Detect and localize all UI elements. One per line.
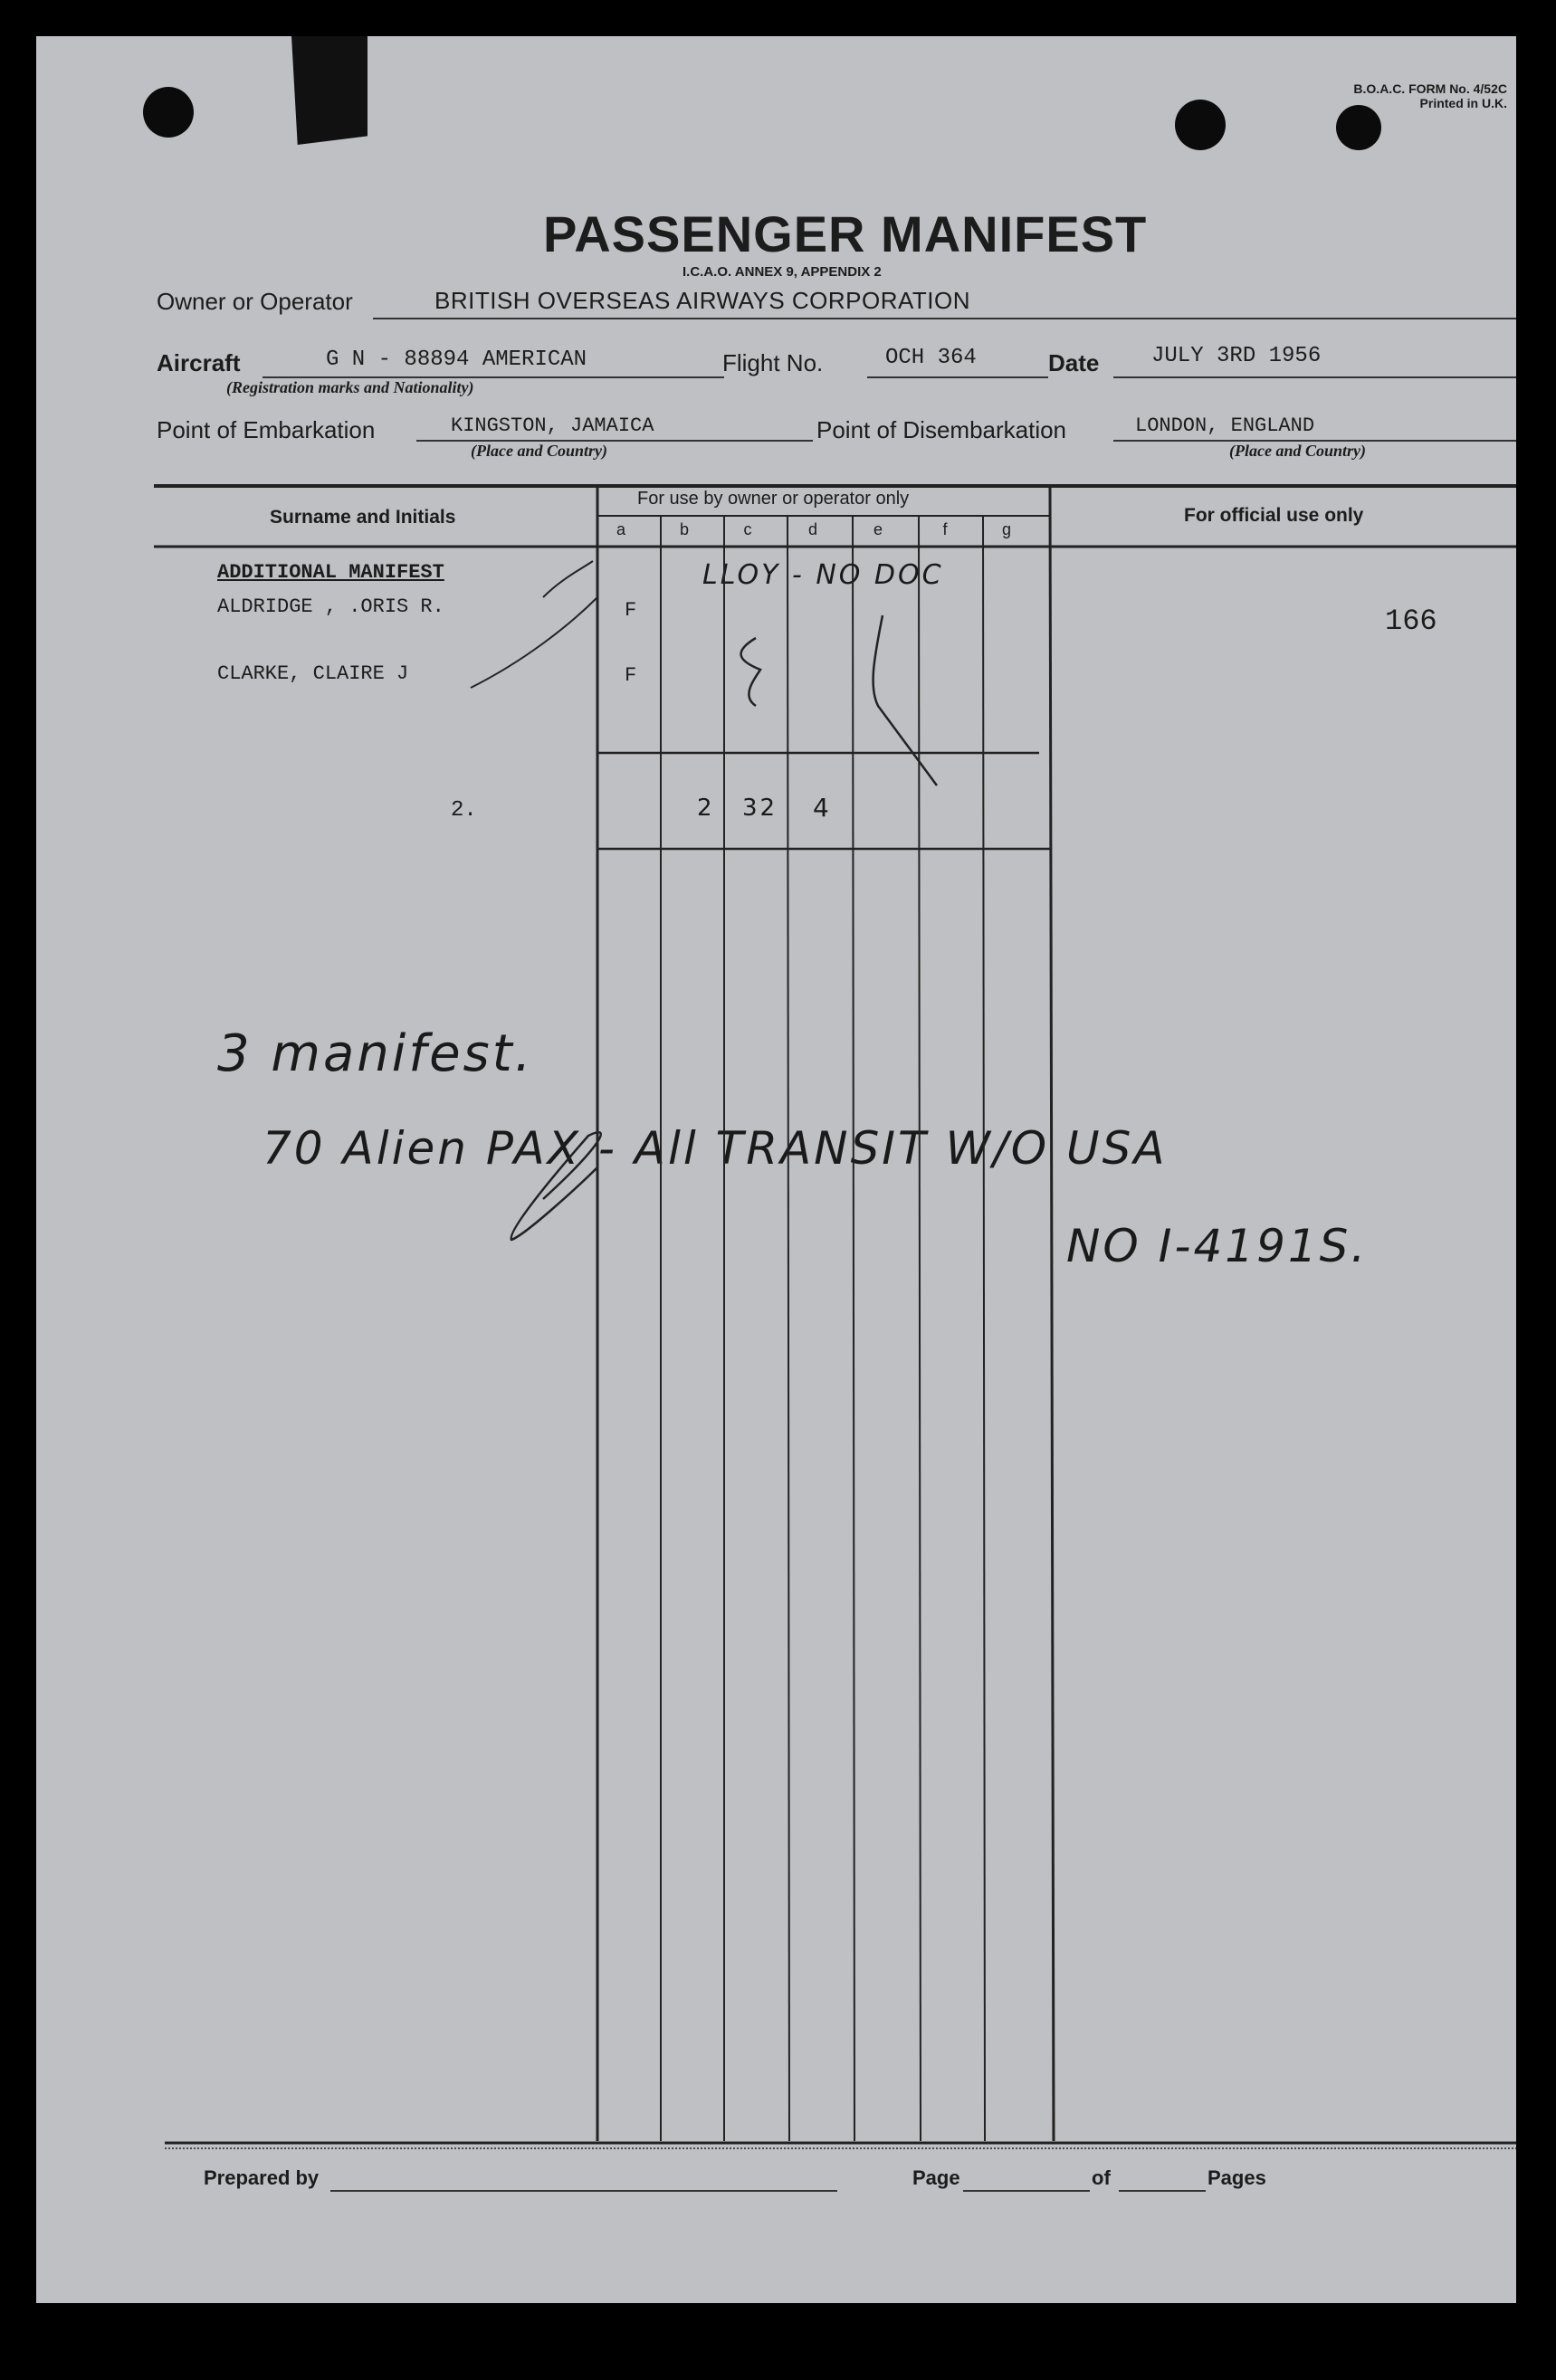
handwritten-line-1: 3 manifest. <box>217 1024 534 1083</box>
disembark-value: LONDON, ENGLAND <box>1135 414 1315 437</box>
owner-label: Owner or Operator <box>157 288 353 315</box>
of-label: of <box>1092 2166 1111 2189</box>
operator-header: For use by owner or operator only <box>637 489 910 509</box>
total-b: 2 <box>697 795 715 822</box>
embark-label: Point of Embarkation <box>157 416 376 443</box>
col-header-c: c <box>743 520 752 538</box>
flight-value: OCH 364 <box>885 346 977 370</box>
entry-name-clarke: CLARKE, CLAIRE J <box>217 662 409 685</box>
page-subtitle: I.C.A.O. ANNEX 9, APPENDIX 2 <box>683 264 882 280</box>
official-number: 166 <box>1385 605 1437 638</box>
entry-a-clarke: F <box>625 664 637 687</box>
surname-header: Surname and Initials <box>270 507 456 528</box>
handwritten-line-3: NO I-4191S. <box>1066 1220 1369 1272</box>
col-header-d: d <box>807 520 817 538</box>
entry-additional-manifest: ADDITIONAL MANIFEST <box>217 561 444 584</box>
page-label: Page <box>912 2166 960 2189</box>
manifest-form <box>36 36 1516 2303</box>
col-header-b: b <box>679 520 689 538</box>
form-number: B.O.A.C. FORM No. 4/52C <box>1353 81 1507 96</box>
disembark-label: Point of Disembarkation <box>816 416 1067 443</box>
total-c: 32 <box>742 795 778 822</box>
official-header: For official use only <box>1184 505 1364 526</box>
entry-name-aldridge: ALDRIDGE , .ORIS R. <box>217 595 444 618</box>
entry-a-aldridge: F <box>625 599 637 622</box>
col-header-e: e <box>873 520 883 538</box>
aircraft-note: (Registration marks and Nationality) <box>226 378 474 396</box>
prepared-by-label: Prepared by <box>204 2166 320 2189</box>
handwritten-header-note: LLOY - NO DOC <box>702 559 944 591</box>
date-label: Date <box>1048 349 1100 376</box>
owner-value: BRITISH OVERSEAS AIRWAYS CORPORATION <box>434 287 971 314</box>
of-line <box>1119 2190 1206 2192</box>
page-title: PASSENGER MANIFEST <box>543 205 1148 262</box>
aircraft-label: Aircraft <box>157 349 241 376</box>
embark-value: KINGSTON, JAMAICA <box>451 414 654 437</box>
total-count: 2. <box>451 798 477 823</box>
total-d: 4 <box>813 793 832 823</box>
aircraft-value: G N - 88894 AMERICAN <box>326 347 587 372</box>
table-lines <box>36 36 1516 2303</box>
date-value: JULY 3RD 1956 <box>1151 344 1322 368</box>
printed-in: Printed in U.K. <box>1419 96 1507 110</box>
disembark-note: (Place and Country) <box>1229 442 1366 460</box>
col-header-g: g <box>1001 520 1011 538</box>
flight-label: Flight No. <box>722 349 824 376</box>
embark-note: (Place and Country) <box>471 442 607 460</box>
col-header-a: a <box>616 520 625 538</box>
pages-label: Pages <box>1208 2166 1266 2189</box>
page-line <box>963 2190 1090 2192</box>
prepared-by-line <box>330 2190 837 2192</box>
col-header-f: f <box>942 520 948 538</box>
handwritten-line-2: 70 Alien PAX - All TRANSIT W/O USA <box>263 1122 1168 1175</box>
